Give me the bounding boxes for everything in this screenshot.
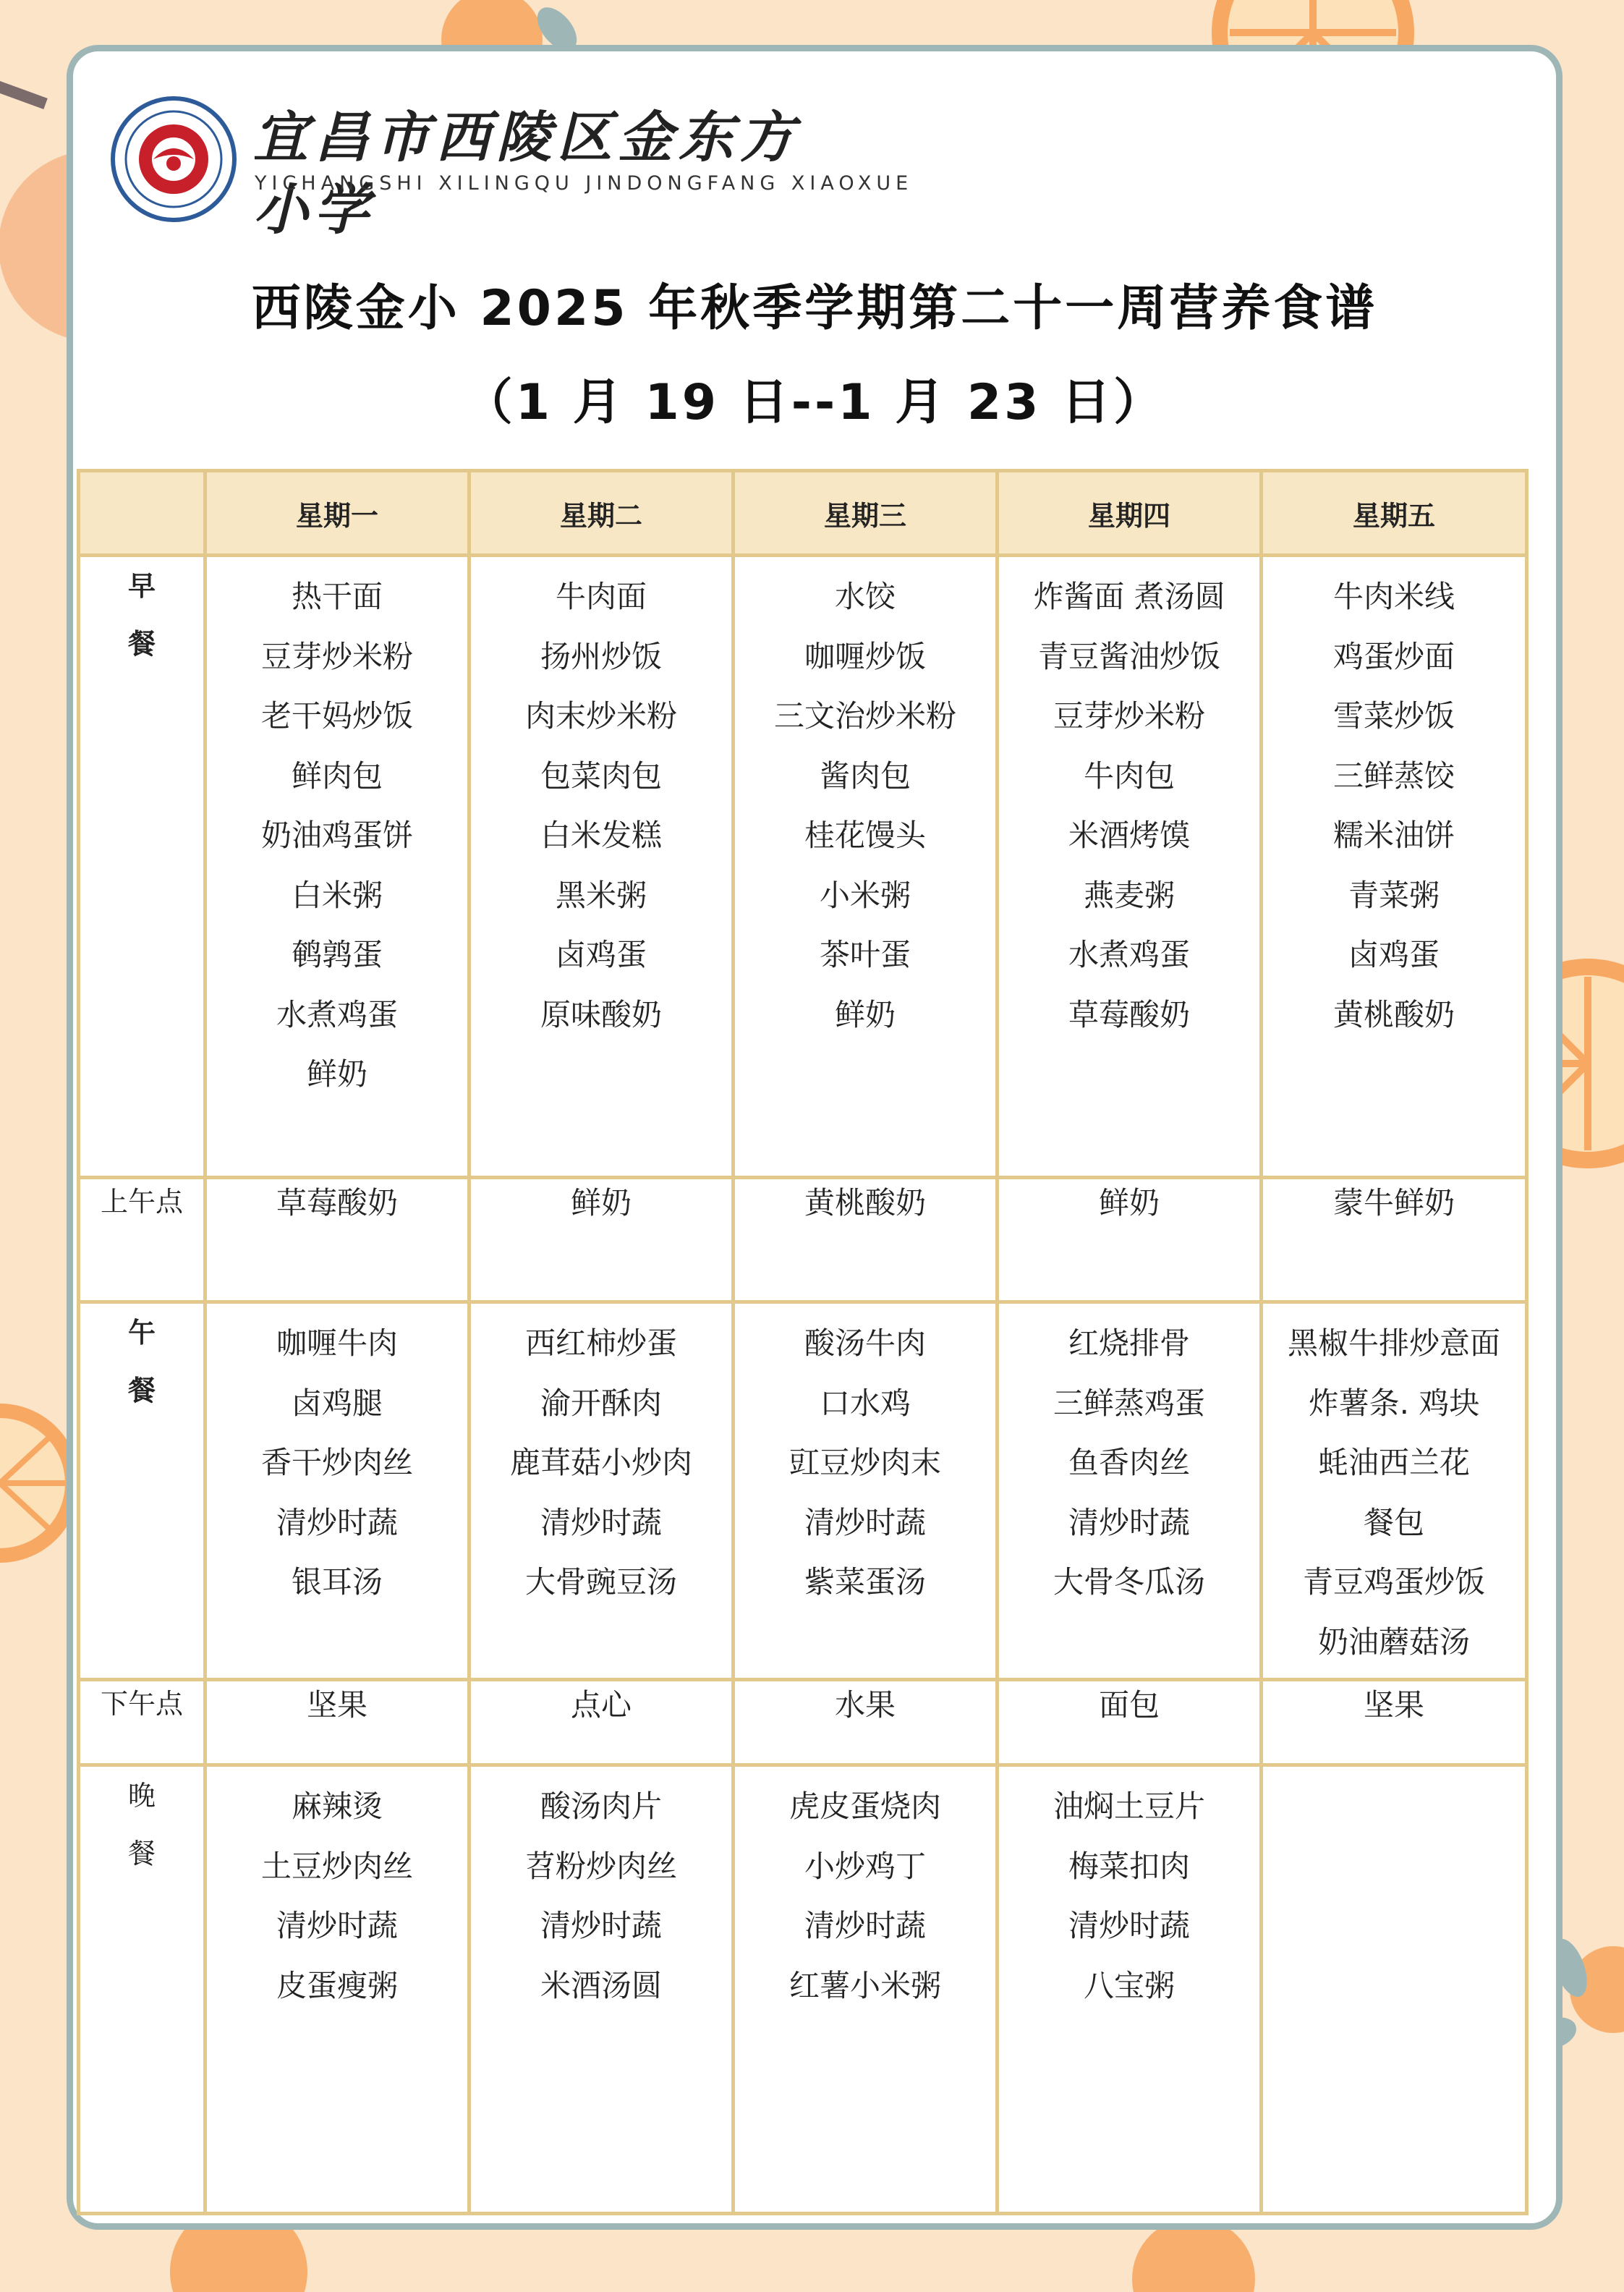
- dinner-row: [79, 1765, 1527, 2214]
- day-header: 星期一: [205, 471, 469, 556]
- page-subtitle-date-range: （1 月 19 日--1 月 23 日）: [463, 374, 1166, 431]
- menu-item: 豇豆炒肉末: [788, 1445, 941, 1480]
- menu-item: 奶油鸡蛋饼: [260, 818, 413, 853]
- dinner-label: 晚 餐: [79, 1765, 205, 2214]
- menu-item: 咖喱炒饭: [804, 638, 926, 674]
- menu-item: 茶叶蛋: [819, 937, 911, 972]
- menu-cell: [998, 556, 1262, 1178]
- menu-item-list: [1263, 1304, 1525, 1672]
- menu-item: 白米发糕: [540, 818, 662, 853]
- menu-item: 清炒时蔬: [540, 1504, 662, 1540]
- menu-item: 卤鸡蛋: [555, 937, 647, 972]
- menu-item: 桂花馒头: [804, 818, 926, 853]
- snack-cell: 面包: [998, 1680, 1262, 1765]
- menu-item: 酸汤牛肉: [804, 1325, 926, 1361]
- menu-item: 雪菜炒饭: [1332, 698, 1455, 734]
- menu-item: 米酒汤圆: [540, 1967, 662, 2003]
- menu-item: 鲜奶: [306, 1056, 367, 1092]
- menu-item: 鹿茸菇小炒肉: [509, 1445, 692, 1480]
- menu-item-list: [207, 1304, 467, 1613]
- menu-item-list: [735, 1304, 995, 1613]
- menu-item: 炸酱面 煮汤圆: [1033, 579, 1225, 614]
- menu-cell: [1262, 1302, 1527, 1680]
- snack-cell: 黄桃酸奶: [734, 1178, 998, 1302]
- menu-item: 青菜粥: [1348, 877, 1440, 913]
- menu-cell: [1262, 1765, 1527, 2214]
- menu-item-list: [471, 1767, 731, 2016]
- menu-item-list: [735, 1767, 995, 2016]
- menu-item: 酱肉包: [819, 757, 911, 794]
- snack-cell: 点心: [469, 1680, 734, 1765]
- menu-item: 豆芽炒米粉: [260, 638, 413, 674]
- menu-item: 红烧排骨: [1068, 1325, 1190, 1361]
- menu-item: 三文治炒米粉: [773, 698, 956, 734]
- breakfast-row: [79, 556, 1527, 1178]
- page-title: 西陵金小 2025 年秋季学期第二十一周营养食谱: [251, 280, 1378, 337]
- menu-item: 草莓酸奶: [1068, 996, 1190, 1032]
- menu-item: 牛肉包: [1083, 757, 1175, 794]
- menu-item: 水饺: [834, 579, 896, 614]
- menu-item: 豆芽炒米粉: [1053, 698, 1205, 734]
- menu-item: 红薯小米粥: [788, 1967, 941, 2003]
- menu-item: 热干面: [291, 579, 383, 614]
- menu-item: 餐包: [1363, 1504, 1424, 1540]
- menu-item: 白米粥: [291, 877, 383, 913]
- lunch-row: [79, 1302, 1527, 1680]
- menu-item: 鲜奶: [834, 996, 896, 1032]
- menu-item: 口水鸡: [819, 1385, 911, 1421]
- menu-item: 扬州炒饭: [540, 638, 662, 674]
- afternoon-snack-label: 下午点: [79, 1680, 205, 1765]
- menu-item: 清炒时蔬: [276, 1908, 398, 1943]
- menu-item: 清炒时蔬: [804, 1908, 926, 1943]
- school-emblem-icon: [109, 94, 239, 224]
- menu-item: 麻辣烫: [291, 1788, 383, 1824]
- menu-item-list: [999, 1767, 1259, 2016]
- morning-snack-row: [79, 1178, 1527, 1302]
- snack-cell: 鲜奶: [469, 1178, 734, 1302]
- menu-item: 原味酸奶: [540, 996, 662, 1032]
- menu-item: 奶油蘑菇汤: [1317, 1624, 1470, 1660]
- menu-item: 黄桃酸奶: [1332, 996, 1455, 1032]
- menu-cell: [469, 1302, 734, 1680]
- menu-item: 酸汤肉片: [540, 1788, 662, 1824]
- table-corner-cell: [79, 471, 205, 556]
- snack-cell: 坚果: [1262, 1680, 1527, 1765]
- menu-item: 虎皮蛋烧肉: [788, 1788, 941, 1824]
- menu-item: 黑米粥: [555, 877, 647, 913]
- menu-item: 清炒时蔬: [804, 1504, 926, 1540]
- menu-cell: [998, 1765, 1262, 2214]
- menu-cell: [205, 556, 469, 1178]
- menu-item: 米酒烤馍: [1068, 818, 1190, 853]
- menu-cell: [998, 1302, 1262, 1680]
- menu-item-list: [207, 1767, 467, 2016]
- menu-item: 黑椒牛排炒意面: [1287, 1325, 1500, 1361]
- snack-cell: 水果: [734, 1680, 998, 1765]
- menu-item: 紫菜蛋汤: [804, 1564, 926, 1600]
- menu-item: 水煮鸡蛋: [276, 996, 398, 1032]
- table-header-row: [79, 471, 1527, 556]
- menu-item: 大骨豌豆汤: [524, 1564, 677, 1600]
- menu-cell: [734, 556, 998, 1178]
- menu-item-list: [207, 557, 467, 1105]
- menu-item-list: [1263, 1767, 1525, 1777]
- menu-cell: [469, 1765, 734, 2214]
- menu-item-list: [471, 1304, 731, 1613]
- menu-cell: [734, 1302, 998, 1680]
- menu-item: 牛肉面: [555, 579, 647, 614]
- menu-item: 清炒时蔬: [1068, 1908, 1190, 1943]
- menu-cell: [205, 1302, 469, 1680]
- school-name-english: YICHANGSHI XILINGQU JINDONGFANG XIAOXUE: [255, 172, 914, 195]
- snack-cell: 鲜奶: [998, 1178, 1262, 1302]
- menu-item: 卤鸡蛋: [1348, 937, 1440, 972]
- afternoon-snack-row: [79, 1680, 1527, 1765]
- menu-item: 清炒时蔬: [1068, 1504, 1190, 1540]
- menu-item-list: [999, 557, 1259, 1045]
- snack-cell: 草莓酸奶: [205, 1178, 469, 1302]
- menu-item: 鸡蛋炒面: [1332, 638, 1455, 674]
- menu-item: 鲜肉包: [291, 757, 383, 794]
- menu-item: 糯米油饼: [1332, 818, 1455, 853]
- day-header: 星期五: [1262, 471, 1527, 556]
- menu-item: 三鲜蒸饺: [1332, 757, 1455, 794]
- menu-item: 小米粥: [819, 877, 911, 913]
- menu-item: 土豆炒肉丝: [260, 1848, 413, 1884]
- menu-cell: [734, 1765, 998, 2214]
- menu-item: 清炒时蔬: [276, 1504, 398, 1540]
- menu-cell: [205, 1765, 469, 2214]
- menu-item-list: [1263, 557, 1525, 1045]
- menu-item: 包菜肉包: [540, 757, 662, 794]
- day-header: 星期四: [998, 471, 1262, 556]
- menu-item-list: [735, 557, 995, 1045]
- menu-cell: [469, 556, 734, 1178]
- menu-item: 炸薯条. 鸡块: [1308, 1385, 1480, 1421]
- menu-item-list: [471, 557, 731, 1045]
- weekly-menu-table: [77, 469, 1529, 2215]
- menu-item: 香干炒肉丝: [260, 1445, 413, 1480]
- snack-cell: 坚果: [205, 1680, 469, 1765]
- day-header: 星期三: [734, 471, 998, 556]
- menu-item: 皮蛋瘦粥: [276, 1967, 398, 2003]
- menu-item: 卤鸡腿: [291, 1385, 383, 1421]
- menu-item: 苕粉炒肉丝: [524, 1848, 677, 1884]
- menu-item: 清炒时蔬: [540, 1908, 662, 1943]
- menu-item: 咖喱牛肉: [276, 1325, 398, 1361]
- menu-item: 梅菜扣肉: [1068, 1848, 1190, 1884]
- morning-snack-label: 上午点: [79, 1178, 205, 1302]
- menu-item: 牛肉米线: [1332, 579, 1455, 614]
- menu-item: 八宝粥: [1083, 1967, 1175, 2003]
- menu-item: 老干妈炒饭: [260, 698, 413, 734]
- school-name-chinese: 宜昌市西陵区金东方小学: [253, 105, 800, 242]
- menu-item: 青豆酱油炒饭: [1037, 638, 1220, 674]
- menu-item: 西红柿炒蛋: [524, 1325, 677, 1361]
- menu-item: 燕麦粥: [1083, 877, 1175, 913]
- menu-item: 渝开酥肉: [540, 1385, 662, 1421]
- menu-item: 肉末炒米粉: [524, 698, 677, 734]
- menu-item: 鱼香肉丝: [1068, 1445, 1190, 1480]
- breakfast-label: 早 餐: [79, 556, 205, 1178]
- menu-item: 小炒鸡丁: [804, 1848, 926, 1884]
- lunch-label: 午 餐: [79, 1302, 205, 1680]
- menu-item: 水煮鸡蛋: [1068, 937, 1190, 972]
- menu-item-list: [999, 1304, 1259, 1613]
- menu-item: 三鲜蒸鸡蛋: [1053, 1385, 1205, 1421]
- menu-item: 蚝油西兰花: [1317, 1445, 1470, 1480]
- menu-item: 大骨冬瓜汤: [1053, 1564, 1205, 1600]
- snack-cell: 蒙牛鲜奶: [1262, 1178, 1527, 1302]
- menu-item: 银耳汤: [291, 1564, 383, 1600]
- menu-cell: [1262, 556, 1527, 1178]
- menu-item: 青豆鸡蛋炒饭: [1302, 1564, 1485, 1600]
- menu-item: 油焖土豆片: [1053, 1788, 1205, 1824]
- day-header: 星期二: [469, 471, 734, 556]
- menu-item: 鹌鹑蛋: [291, 937, 383, 972]
